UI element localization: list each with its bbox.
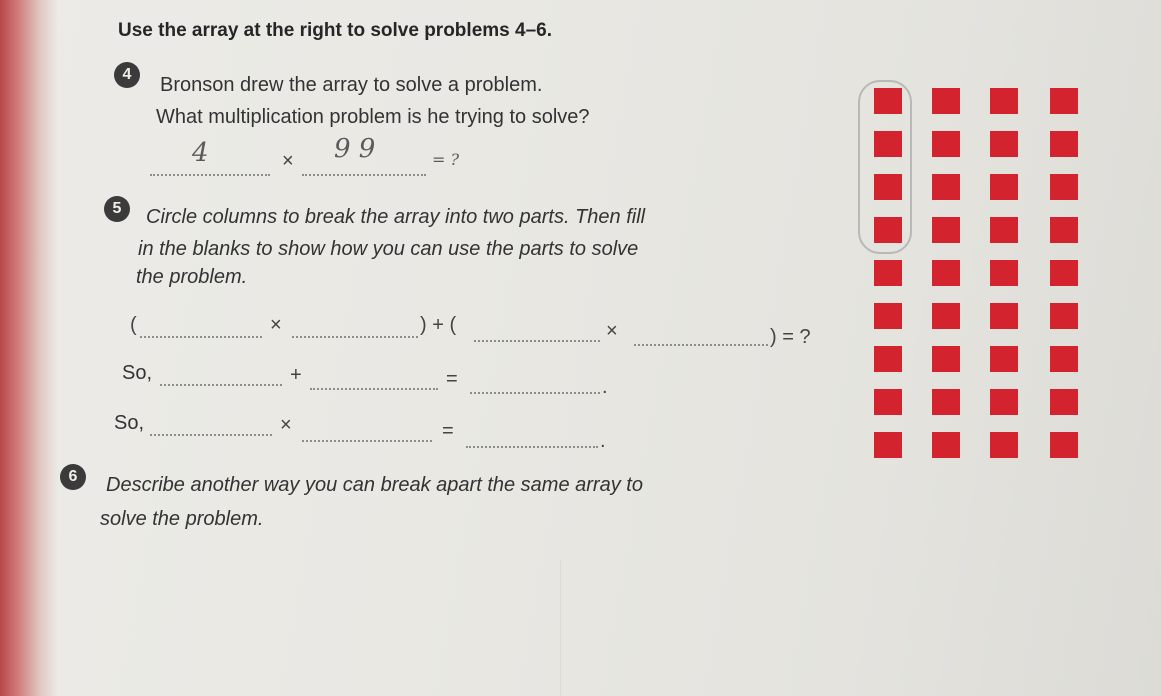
row2-blank-2[interactable] — [310, 388, 438, 390]
array-square — [932, 432, 960, 458]
problem-4-number: 4 — [114, 62, 140, 88]
row3-times-sign: × — [280, 414, 292, 436]
array-square — [990, 389, 1018, 415]
array-square — [932, 389, 960, 415]
row1-blank-3[interactable] — [474, 340, 600, 342]
array-square — [990, 260, 1018, 286]
row2-blank-answer[interactable] — [470, 392, 600, 394]
array-square — [990, 303, 1018, 329]
row3-blank-1[interactable] — [150, 434, 272, 436]
array-square — [932, 217, 960, 243]
array-square — [990, 346, 1018, 372]
array-square — [874, 131, 902, 157]
array-square — [990, 131, 1018, 157]
row1-times-1: × — [270, 314, 282, 336]
array-square — [990, 174, 1018, 200]
array-square — [874, 432, 902, 458]
problem-5-number: 5 — [104, 196, 130, 222]
problem-6-line-1: Describe another way you can break apart the same array to — [106, 474, 643, 496]
problem-4-line-1: Bronson drew the array to solve a problem. — [160, 74, 543, 96]
row1-times-2: × — [606, 320, 618, 342]
row3-blank-answer[interactable] — [466, 446, 598, 448]
problem-4-handwritten-left: 4 — [192, 138, 209, 168]
array-square — [874, 389, 902, 415]
row3-blank-2[interactable] — [302, 440, 432, 442]
array-square — [932, 131, 960, 157]
problem-4-blank-right[interactable] — [302, 174, 426, 176]
array-square — [932, 346, 960, 372]
row1-close-plus-open: ) + ( — [420, 314, 457, 336]
array-square — [874, 174, 902, 200]
row2-period: . — [602, 376, 608, 398]
problem-6-number: 6 — [60, 464, 86, 490]
problem-5-line-1: Circle columns to break the array into two parts. Then fill — [146, 206, 646, 228]
array-square — [932, 174, 960, 200]
problem-5-line-2: in the blanks to show how you can use the parts to solve — [138, 238, 639, 260]
array-square — [990, 217, 1018, 243]
row2-so-label: So, — [122, 362, 153, 384]
row2-plus-sign: + — [290, 364, 302, 386]
array-square — [990, 88, 1018, 114]
binder-edge — [0, 0, 58, 696]
problem-4-handwritten-right: 9 9 — [334, 134, 376, 164]
row1-open-paren: ( — [130, 314, 137, 336]
row1-blank-2[interactable] — [292, 336, 418, 338]
array-square — [1050, 346, 1078, 372]
problem-4-handwritten-tail: = ? — [432, 150, 460, 169]
array-square — [1050, 260, 1078, 286]
row3-period: . — [600, 430, 606, 452]
row3-so-label: So, — [114, 412, 145, 434]
row2-blank-1[interactable] — [160, 384, 282, 386]
row2-equals-sign: = — [446, 368, 458, 390]
array-square — [1050, 432, 1078, 458]
row3-equals-sign: = — [442, 420, 454, 442]
array-square — [874, 88, 902, 114]
row1-end: ) = ? — [770, 326, 811, 348]
array-square — [1050, 389, 1078, 415]
instructions-heading: Use the array at the right to solve problems 4–6. — [118, 20, 552, 41]
array-square — [874, 346, 902, 372]
problem-6-line-2: solve the problem. — [100, 508, 264, 530]
problem-4-line-2: What multiplication problem is he trying to solve? — [156, 106, 590, 128]
row1-blank-4[interactable] — [634, 344, 768, 346]
array-square — [932, 303, 960, 329]
array-square — [874, 217, 902, 243]
array-square — [1050, 174, 1078, 200]
array-square — [1050, 303, 1078, 329]
problem-5-line-3: the problem. — [136, 266, 248, 288]
array-square — [874, 303, 902, 329]
array-square — [1050, 131, 1078, 157]
array-square — [990, 432, 1018, 458]
paper-fold — [560, 560, 561, 696]
array-square — [1050, 217, 1078, 243]
square-array — [866, 84, 1086, 474]
row1-blank-1[interactable] — [140, 336, 262, 338]
array-square — [932, 88, 960, 114]
problem-4-blank-left[interactable] — [150, 174, 270, 176]
array-square — [932, 260, 960, 286]
problem-4-times-sign: × — [282, 150, 294, 172]
array-square — [1050, 88, 1078, 114]
array-square — [874, 260, 902, 286]
